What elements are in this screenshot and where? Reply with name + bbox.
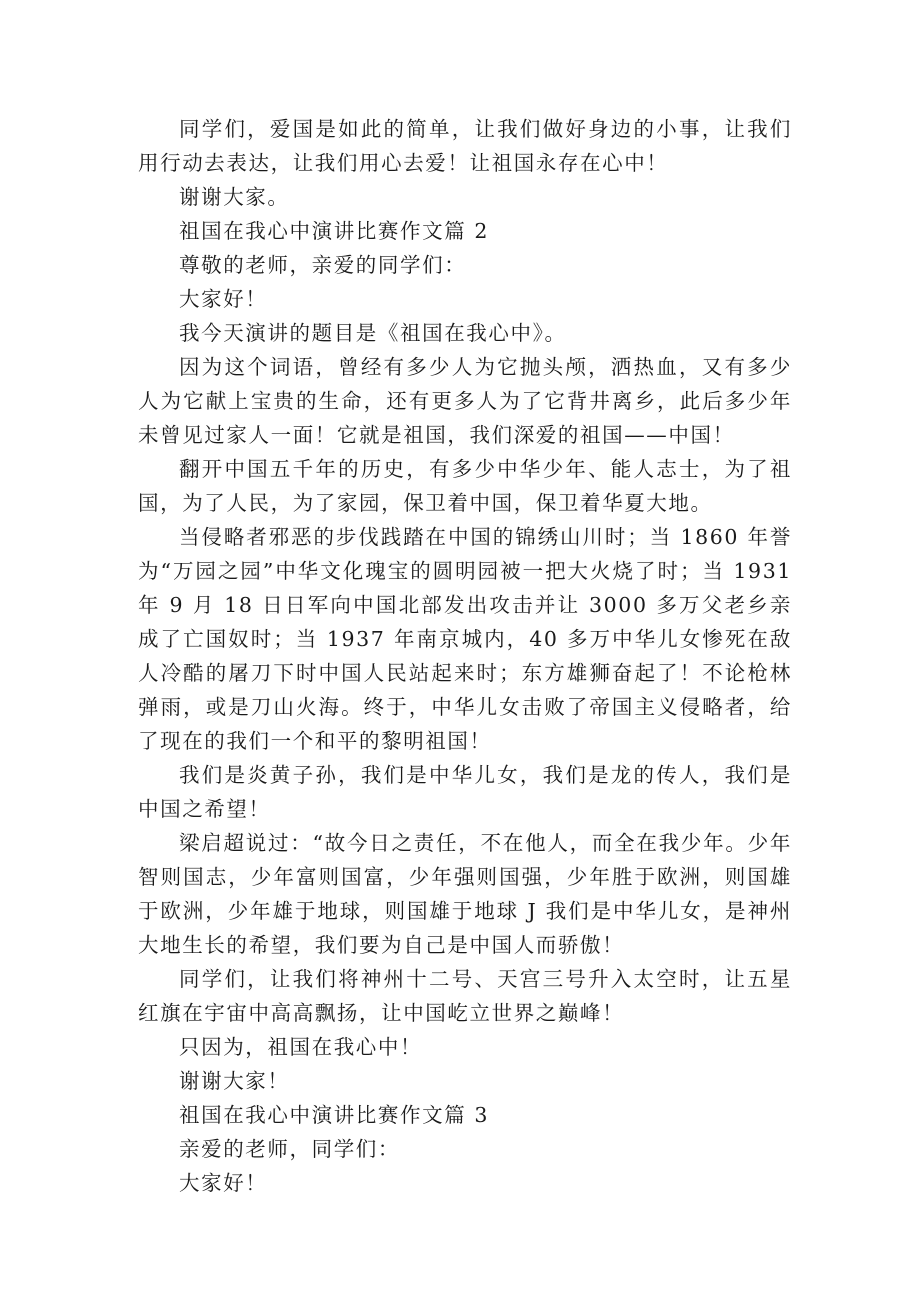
paragraph: 当侵略者邪恶的步伐践踏在中国的锦绣山川时；当 1860 年誉为“万园之园”中华文化瑰宝的圆明园被一把大火烧了时；当 1931 年 9 月 18 日日军向中国北部发出攻击并让 3000 多万父老乡亲成了亡国奴时；当 1937 年南京城内，40 多万中华儿女惨死在敌人冷酷的屠刀下时中国人民站起来时；东方雄狮奋起了！不论枪林弹雨，或是刀山火海。终于，中华儿女击败了帝国主义侵略者，给了现在的我们一个和平的黎明祖国！ [138,525,792,753]
paragraph: 只因为，祖国在我心中！ [179,1035,423,1059]
paragraph: 谢谢大家。 [179,185,290,209]
salutation: 尊敬的老师，亲爱的同学们： [179,253,467,277]
document-body [138,112,792,1200]
paragraph: 梁启超说过：“故今日之责任，不在他人，而全在我少年。少年智则国志，少年富则国富，少年强则国强，少年胜于欧洲，则国雄于欧洲，少年雄于地球，则国雄于地球 J 我们是中华儿女，是神州大地生长的希望，我们要为自己是中国人而骄傲！ [138,831,792,957]
greeting: 大家好！ [179,1171,268,1195]
paragraph: 因为这个词语，曾经有多少人为它抛头颅，洒热血，又有多少人为它献上宝贵的生命，还有更多人为了它背井离乡，此后多少年未曾见过家人一面！它就是祖国，我们深爱的祖国——中国！ [138,355,792,447]
greeting: 大家好！ [179,287,268,311]
section-heading: 祖国在我心中演讲比赛作文篇 2 [179,219,490,243]
paragraph: 谢谢大家！ [179,1069,290,1093]
paragraph: 同学们，让我们将神州十二号、天宫三号升入太空时，让五星红旗在宇宙中高高飘扬，让中国屹立世界之巅峰！ [138,967,792,1025]
paragraph: 我今天演讲的题目是《祖国在我心中》。 [179,321,567,345]
salutation: 亲爱的老师，同学们： [179,1137,400,1161]
paragraph: 翻开中国五千年的历史，有多少中华少年、能人志士，为了祖国，为了人民，为了家园，保卫着中国，保卫着华夏大地。 [138,457,792,515]
paragraph: 同学们，爱国是如此的简单，让我们做好身边的小事，让我们用行动去表达，让我们用心去爱！让祖国永存在心中！ [138,117,792,175]
section-heading: 祖国在我心中演讲比赛作文篇 3 [179,1103,490,1127]
paragraph: 我们是炎黄子孙，我们是中华儿女，我们是龙的传人，我们是中国之希望！ [138,763,792,821]
